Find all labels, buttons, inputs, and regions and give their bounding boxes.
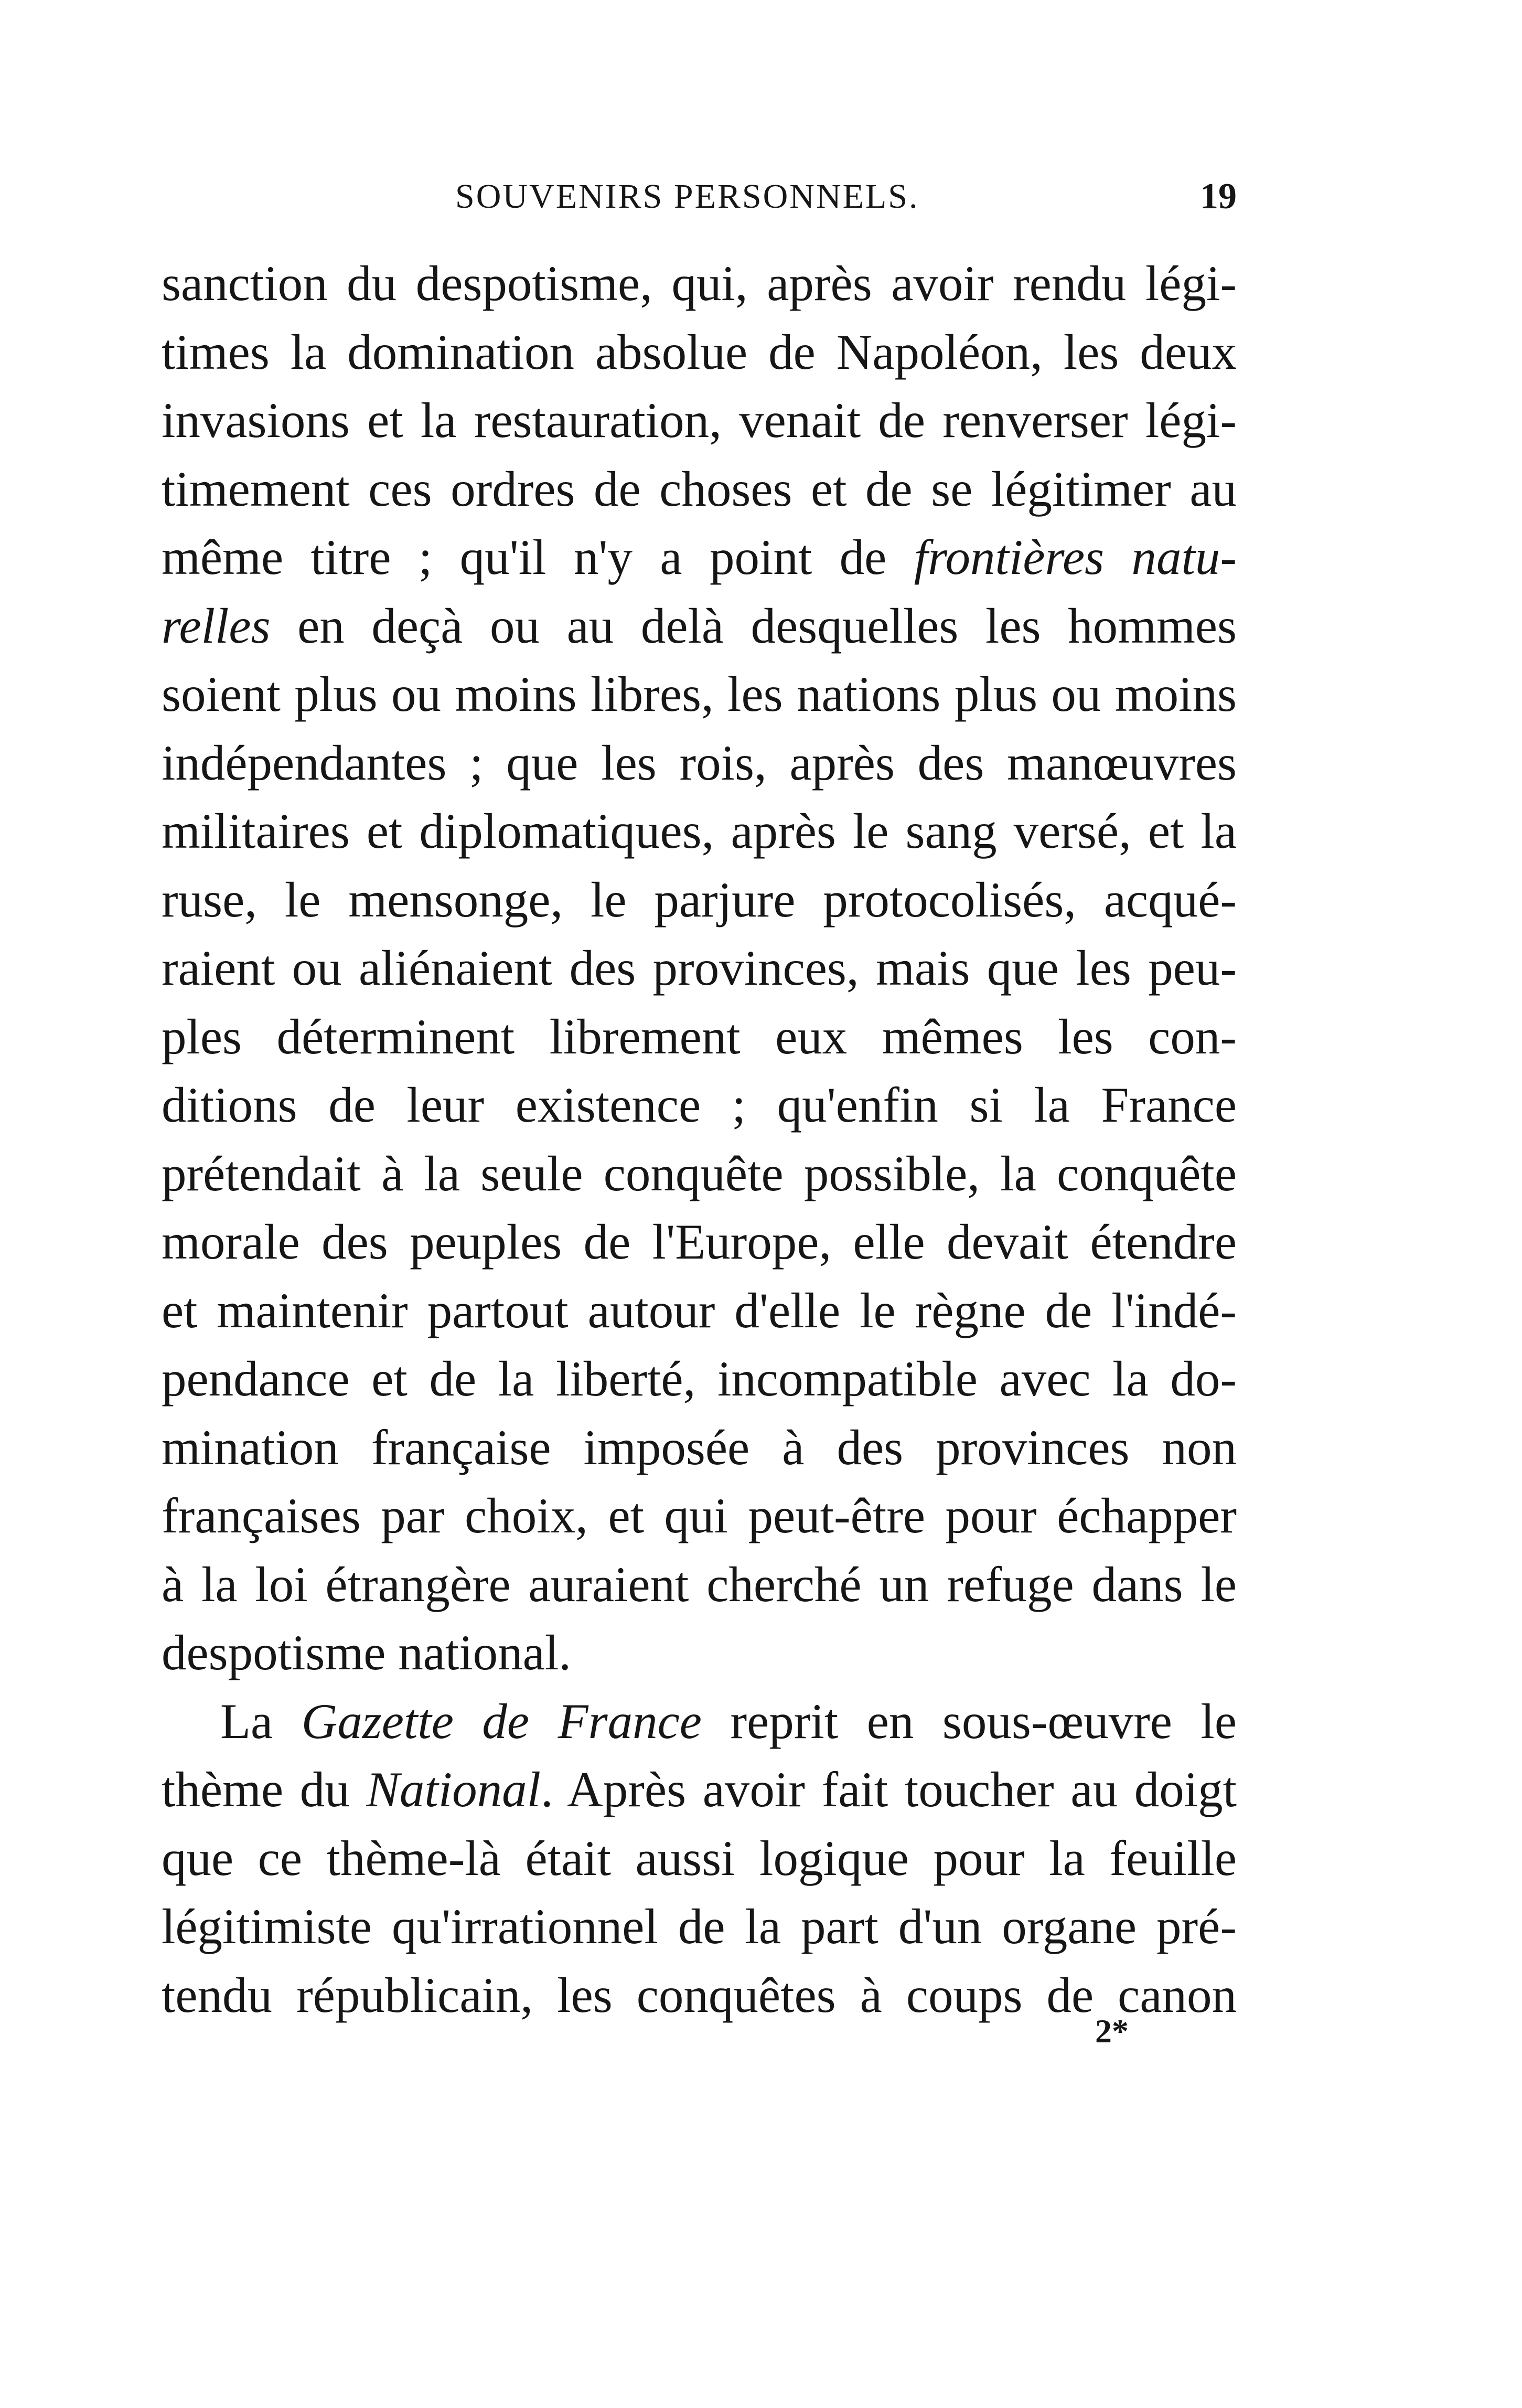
page-number: 19 [1200,176,1237,217]
text-line: thème du National. Après avoir fait toucher au doigt [162,1762,1237,1817]
text-line: pendance et de la liberté, incompatible avec la do- [162,1351,1237,1407]
text-line: timement ces ordres de choses et de se légitimer au [162,461,1237,517]
running-head [162,173,1237,220]
text-line: indépendantes ; que les rois, après des manœuvres [162,734,1237,791]
text-line: despotisme national. [162,1625,571,1680]
text-line: sanction du despotisme, qui, après avoir rendu légi- [162,255,1237,311]
text-line: raient ou aliénaient des provinces, mais que les peu- [162,940,1237,996]
text-line: La Gazette de France reprit en sous-œuvre le [220,1693,1237,1749]
text-line: légitimiste qu'irrationnel de la part d'un organe pré- [162,1899,1237,1954]
text-line: morale des peuples de l'Europe, elle devait étendre [162,1214,1237,1270]
text-line: à la loi étrangère auraient cherché un refuge dans le [162,1556,1237,1612]
text-line: tendu républicain, les conquêtes à coups de canon [162,1967,1237,2023]
running-title: SOUVENIRS PERSONNELS. [455,177,919,216]
text-line: ples déterminent librement eux mêmes les con- [162,1008,1237,1064]
text-line: soient plus ou moins libres, les nations plus ou moins [162,666,1237,722]
italic-phrase: frontières natu- [914,529,1237,585]
text-line: ditions de leur existence ; qu'enfin si la France [162,1077,1237,1133]
body-text [162,249,1237,2029]
text-line: et maintenir partout autour d'elle le règne de l'indé- [162,1282,1237,1338]
text-line: mination française imposée à des provinces non [162,1419,1237,1475]
italic-phrase: Gazette de France [301,1693,702,1749]
text-line: militaires et diplomatiques, après le sang versé, et la [162,803,1237,859]
text-line: même titre ; qu'il n'y a point de frontières natu- [162,529,1237,585]
signature-mark: 2* [1095,2012,1129,2050]
text-line: ruse, le mensonge, le parjure protocolisés, acqué- [162,871,1237,928]
text-line: que ce thème-là était aussi logique pour la feuille [162,1830,1237,1886]
italic-phrase: National [366,1762,541,1817]
text-line: invasions et la restauration, venait de renverser légi- [162,392,1237,448]
italic-phrase: relles [162,598,271,654]
text-line: relles en deçà ou au delà desquelles les hommes [162,598,1237,654]
text-line: prétendait à la seule conquête possible, la conquête [162,1145,1237,1201]
text-line: times la domination absolue de Napoléon, les deux [162,324,1237,380]
text-line: françaises par choix, et qui peut-être pour échapper [162,1488,1237,1543]
